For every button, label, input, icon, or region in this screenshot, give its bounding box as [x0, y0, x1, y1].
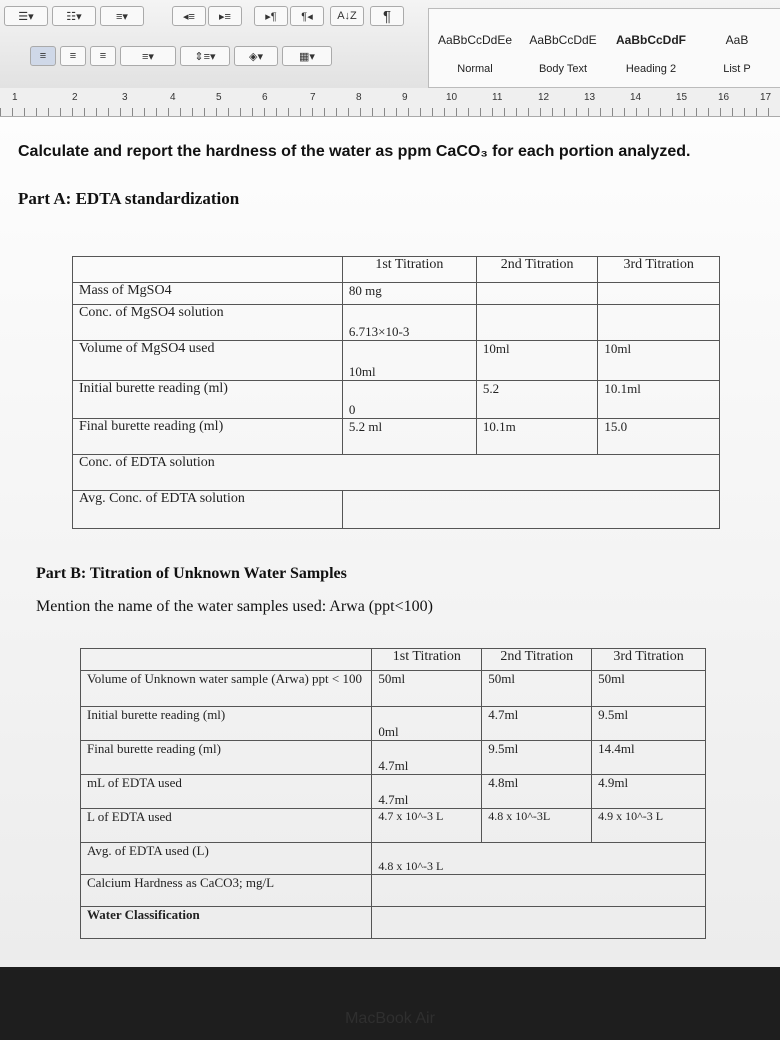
style-preview: AaBbCcDdE — [529, 33, 597, 47]
table-cell[interactable]: 4.7 x 10^-3 L — [372, 809, 482, 843]
ruler-mark: 3 — [122, 92, 128, 103]
table-cell[interactable]: 14.4ml — [592, 741, 706, 775]
table-row — [73, 305, 720, 341]
horizontal-ruler[interactable] — [0, 88, 780, 117]
column-header: 3rd Titration — [598, 257, 720, 283]
style-name: Body Text — [538, 63, 588, 75]
table-cell[interactable] — [372, 907, 706, 939]
table-cell[interactable]: 4.8 x 10^-3 L — [372, 843, 706, 875]
table-cell[interactable] — [342, 491, 719, 529]
table-row — [81, 843, 706, 875]
style-name: List P — [723, 63, 751, 75]
table-cell[interactable]: 10ml — [598, 341, 720, 381]
table-row — [81, 809, 706, 843]
sort-icon: A↓Z — [337, 10, 357, 22]
style-preview: AaBbCcDdF — [615, 33, 686, 47]
table-cell[interactable]: 10.1ml — [598, 381, 720, 419]
row-label: Final burette reading (ml) — [73, 419, 343, 455]
align-left-button[interactable]: ≡ — [30, 46, 56, 66]
decrease-indent-button[interactable]: ◂≡ — [172, 6, 206, 26]
ruler-mark: 7 — [310, 92, 316, 103]
shading-button[interactable]: ◈▾ — [234, 46, 278, 66]
style-name: Heading 2 — [625, 63, 677, 75]
table-row — [73, 455, 720, 491]
ruler-mark: 2 — [72, 92, 78, 103]
table-cell[interactable]: 4.7ml — [482, 707, 592, 741]
ltr-button[interactable]: ▸¶ — [254, 6, 288, 26]
borders-button[interactable]: ▦▾ — [282, 46, 332, 66]
table-cell[interactable]: 4.8ml — [482, 775, 592, 809]
table-cell[interactable]: 10ml — [342, 341, 476, 381]
table-row — [81, 875, 706, 907]
style-normal[interactable] — [433, 15, 517, 79]
table-row — [73, 341, 720, 381]
word-ribbon — [0, 0, 780, 89]
table-cell[interactable]: 10.1m — [476, 419, 598, 455]
assignment-heading: Calculate and report the hardness of the water as ppm CaCO₃ for each portion analyzed. — [18, 143, 691, 160]
row-label: Mass of MgSO4 — [73, 283, 343, 305]
ruler-mark: 16 — [718, 92, 730, 103]
table-cell[interactable]: 4.9ml — [592, 775, 706, 809]
row-label: L of EDTA used — [81, 809, 372, 843]
ruler-mark: 13 — [584, 92, 596, 103]
show-formatting-button[interactable] — [370, 6, 404, 26]
ruler-ticks — [0, 108, 780, 116]
style-body-text[interactable] — [521, 15, 605, 79]
device-label: MacBook Air — [345, 1010, 435, 1027]
table-row — [81, 671, 706, 707]
table-cell[interactable] — [372, 875, 706, 907]
column-header: 2nd Titration — [476, 257, 598, 283]
justify-button[interactable]: ≡▾ — [120, 46, 176, 66]
table-row — [73, 419, 720, 455]
pilcrow-icon: ¶ — [382, 7, 392, 25]
table-row — [81, 741, 706, 775]
ruler-mark: 15 — [676, 92, 688, 103]
multilevel-list-button[interactable]: ≡▾ — [100, 6, 144, 26]
table-cell[interactable] — [342, 455, 476, 491]
line-spacing-button[interactable]: ⇕≡▾ — [180, 46, 230, 66]
table-cell[interactable]: 4.7ml — [372, 741, 482, 775]
align-right-button[interactable]: ≡ — [90, 46, 116, 66]
row-label: mL of EDTA used — [81, 775, 372, 809]
row-label: Water Classification — [81, 907, 372, 939]
table-cell[interactable] — [476, 455, 598, 491]
table-cell[interactable] — [476, 283, 598, 305]
align-center-button[interactable]: ≡ — [60, 46, 86, 66]
table-header-row — [73, 257, 720, 283]
table-cell[interactable]: 5.2 — [476, 381, 598, 419]
bullets-button[interactable]: ☰▾ — [4, 6, 48, 26]
rtl-button[interactable]: ¶◂ — [290, 6, 324, 26]
row-label: Avg. Conc. of EDTA solution — [73, 491, 343, 529]
ruler-mark: 17 — [760, 92, 772, 103]
ruler-mark: 4 — [170, 92, 176, 103]
table-cell[interactable]: 9.5ml — [592, 707, 706, 741]
table-row — [73, 381, 720, 419]
table-cell[interactable]: 50ml — [372, 671, 482, 707]
ruler-mark: 10 — [446, 92, 458, 103]
style-preview: AaBbCcDdEe — [437, 33, 513, 47]
table-cell[interactable]: 6.713×10-3 — [342, 305, 476, 341]
part-a-title: Part A: EDTA standardization — [18, 189, 240, 208]
table-cell[interactable]: 9.5ml — [482, 741, 592, 775]
table-cell[interactable] — [598, 305, 720, 341]
column-header: 1st Titration — [342, 257, 476, 283]
edta-standardization-table — [72, 256, 720, 529]
table-row — [73, 283, 720, 305]
ruler-mark: 1 — [12, 92, 18, 103]
style-name: Normal — [457, 63, 493, 75]
row-label: Final burette reading (ml) — [81, 741, 372, 775]
row-label: Avg. of EDTA used (L) — [81, 843, 372, 875]
ruler-mark: 11 — [492, 92, 503, 103]
part-b-title: Part B: Titration of Unknown Water Samples — [36, 565, 347, 582]
table-cell[interactable]: 4.7ml — [372, 775, 482, 809]
table-cell[interactable]: 80 mg — [342, 283, 476, 305]
table-cell[interactable]: 4.9 x 10^-3 L — [592, 809, 706, 843]
column-header: 3rd Titration — [592, 649, 706, 671]
table-corner-cell — [81, 649, 372, 671]
table-cell[interactable]: 0 — [342, 381, 476, 419]
table-header-row — [81, 649, 706, 671]
row-label: Volume of MgSO4 used — [73, 341, 343, 381]
table-cell[interactable] — [476, 305, 598, 341]
style-list-paragraph[interactable] — [697, 15, 777, 79]
ruler-mark: 12 — [538, 92, 550, 103]
table-cell[interactable]: 50ml — [592, 671, 706, 707]
ruler-mark: 6 — [262, 92, 268, 103]
ruler-mark: 9 — [402, 92, 408, 103]
table-cell[interactable]: 5.2 ml — [342, 419, 476, 455]
table-cell[interactable]: 15.0 — [598, 419, 720, 455]
row-label: Volume of Unknown water sample (Arwa) ppt < 100 — [81, 671, 372, 707]
table-row — [81, 907, 706, 939]
table-cell[interactable] — [598, 455, 720, 491]
column-header: 2nd Titration — [482, 649, 592, 671]
row-label: Initial burette reading (ml) — [73, 381, 343, 419]
row-label: Conc. of MgSO4 solution — [73, 305, 343, 341]
water-sample-note: Mention the name of the water samples used: Arwa (ppt<100) — [36, 598, 433, 615]
table-cell[interactable]: 10ml — [476, 341, 598, 381]
table-corner-cell — [73, 257, 343, 283]
table-row — [73, 491, 720, 529]
table-row — [81, 707, 706, 741]
sort-button[interactable] — [330, 6, 364, 26]
screen-bottom-bezel — [0, 967, 780, 1040]
row-label: Conc. of EDTA solution — [73, 455, 343, 491]
row-label: Initial burette reading (ml) — [81, 707, 372, 741]
numbering-button[interactable]: ☷▾ — [52, 6, 96, 26]
column-header: 1st Titration — [372, 649, 482, 671]
table-cell[interactable] — [598, 283, 720, 305]
table-cell[interactable]: 0ml — [372, 707, 482, 741]
row-label: Calcium Hardness as CaCO3; mg/L — [81, 875, 372, 907]
table-cell[interactable]: 50ml — [482, 671, 592, 707]
style-heading-2[interactable] — [609, 15, 693, 79]
ruler-mark: 8 — [356, 92, 362, 103]
table-row — [81, 775, 706, 809]
table-cell[interactable]: 4.8 x 10^-3L — [482, 809, 592, 843]
ruler-mark: 14 — [630, 92, 642, 103]
style-preview: AaB — [725, 33, 749, 47]
unknown-water-titration-table — [80, 648, 706, 939]
styles-gallery — [428, 8, 780, 88]
increase-indent-button[interactable]: ▸≡ — [208, 6, 242, 26]
ruler-mark: 5 — [216, 92, 222, 103]
